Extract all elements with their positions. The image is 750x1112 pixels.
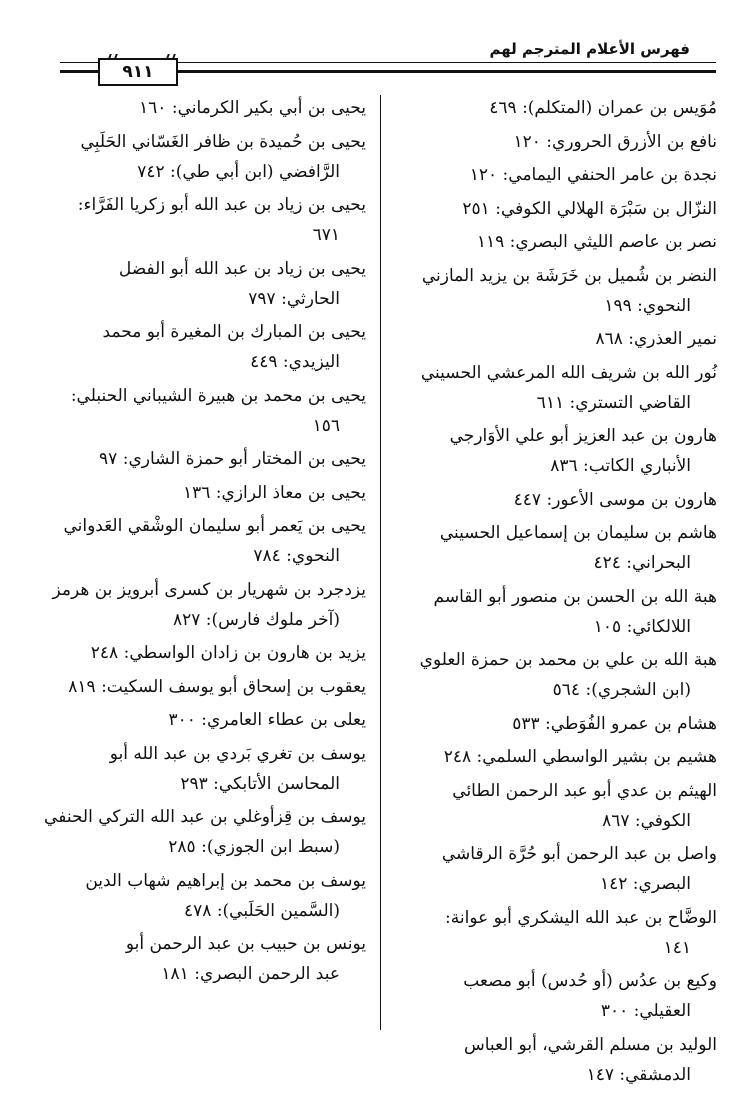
entry-name: يعقوب بن إسحاق أبو يوسف السكيت: ٨١٩	[68, 676, 366, 697]
entry-name: يزيد بن هارون بن زادان الواسطي: ٢٤٨	[90, 643, 366, 663]
entry-name: نافع بن الأزرق الحروري: ١٢٠	[513, 131, 717, 152]
entry-name: يحيى بن محمد بن هبيرة الشيباني الحنبلي:	[70, 385, 366, 406]
header-rule	[174, 70, 716, 73]
entry-name: يحيى بن حُميدة بن ظافر الغَسّاني الحَلَبِي	[80, 131, 366, 152]
header-rule	[174, 62, 716, 63]
entry-continuation: البصري: ١٤٢	[600, 874, 691, 894]
index-entry	[389, 421, 717, 481]
entry-name: يزدجرد بن شهريار بن كسرى أبرويز بن هرمز	[52, 579, 366, 600]
entry-continuation: القاضي التستري: ٦١١	[536, 392, 691, 413]
column-divider	[380, 95, 381, 1030]
index-entry	[36, 575, 366, 635]
index-entry	[389, 160, 717, 190]
entry-continuation: الرَّافضي (ابن أبي طي): ٧٤٢	[137, 161, 340, 182]
entry-name: الهيثم بن عدي أبو عبد الرحمن الطائي	[452, 780, 717, 801]
entry-name: يحيى بن المبارك بن المغيرة أبو محمد	[102, 322, 366, 342]
index-entry	[389, 645, 717, 705]
entry-continuation: عبد الرحمن البصري: ١٨١	[161, 964, 340, 984]
index-entry	[36, 672, 366, 702]
entry-name: يعلى بن عطاء العامري: ٣٠٠	[168, 710, 366, 730]
index-entry	[36, 638, 366, 668]
entry-continuation: الحارثي: ٧٩٧	[248, 288, 340, 309]
entry-continuation: ١٥٦	[312, 415, 340, 436]
entry-name: النزّال بن سَبْرَة الهلالي الكوفي: ٢٥١	[462, 198, 717, 219]
entry-name: هاشم بن سليمان بن إسماعيل الحسيني	[439, 523, 717, 543]
index-entry	[36, 866, 366, 926]
entry-name: الوضَّاح بن عبد الله اليشكري أبو عوانة:	[445, 907, 717, 928]
entry-continuation: العقيلي: ٣٠٠	[600, 1001, 691, 1021]
index-entry	[36, 705, 366, 735]
entry-name: نمير العذري: ٨٦٨	[595, 329, 717, 349]
index-entry	[36, 254, 366, 314]
entry-name: واصل بن عبد الرحمن أبو حُرَّة الرقاشي	[441, 844, 717, 864]
index-column-right	[389, 93, 717, 1093]
entry-name: نُور الله بن شريف الله المرعشي الحسيني	[420, 362, 717, 383]
index-entry	[389, 1030, 717, 1090]
index-entry	[389, 518, 717, 578]
index-entry	[389, 261, 717, 321]
index-entry	[36, 929, 366, 989]
entry-name: يحيى بن معاذ الرازي: ١٣٦	[182, 482, 366, 503]
index-entry	[389, 966, 717, 1026]
index-entry	[389, 485, 717, 515]
entry-continuation: (السَّمين الحَلَبي): ٤٧٨	[184, 900, 340, 921]
index-entry	[389, 903, 717, 963]
index-entry	[36, 444, 366, 474]
index-entry	[36, 739, 366, 799]
index-entry	[389, 127, 717, 157]
index-entry	[389, 358, 717, 418]
entry-name: هبة الله بن علي بن محمد بن حمزة العلوي	[419, 650, 717, 670]
index-entry	[389, 582, 717, 642]
entry-continuation: (ابن الشجري): ٥٦٤	[552, 680, 691, 700]
entry-name: يونس بن حبيب بن عبد الرحمن أبو	[125, 934, 366, 954]
index-entry	[389, 709, 717, 739]
entry-continuation: ٦٧١	[312, 225, 340, 245]
entry-name: نجدة بن عامر الحنفي اليمامي: ١٢٠	[469, 165, 717, 185]
entry-name: مُوَيس بن عمران (المتكلم): ٤٦٩	[489, 98, 717, 118]
entry-continuation: البحراني: ٤٢٤	[593, 553, 691, 573]
header-rule	[60, 70, 98, 73]
entry-name: النضر بن شُميل بن خَرَشَة بن يزيد المازني	[421, 265, 717, 286]
index-entry	[389, 324, 717, 354]
entry-name: يحيى بن المختار أبو حمزة الشاري: ٩٧	[99, 449, 366, 469]
index-entry	[36, 317, 366, 377]
index-entry	[36, 802, 366, 862]
index-entry	[36, 190, 366, 250]
entry-name: يحيى بن أبي بكير الكرماني: ١٦٠	[139, 98, 366, 118]
entry-name: يوسف بن قِزأوغلي بن عبد الله التركي الحنفي	[44, 807, 366, 827]
index-entry	[389, 227, 717, 257]
index-entry	[36, 511, 366, 571]
entry-continuation: اللالكائي: ١٠٥	[593, 616, 691, 637]
entry-name: يوسف بن تغري بَردي بن عبد الله أبو	[109, 743, 366, 764]
entry-name: هبة الله بن الحسن بن منصور أبو القاسم	[433, 586, 717, 607]
index-entry	[36, 478, 366, 508]
entry-name: يحيى بن زياد بن عبد الله أبو زكريا الفَرَّاء:	[77, 195, 366, 215]
entry-continuation: النحوي: ٧٨٤	[253, 546, 340, 566]
entry-name: يحيى بن زياد بن عبد الله أبو الفضل	[118, 258, 366, 279]
index-entry	[36, 93, 366, 123]
entry-name: هشام بن عمرو الفُوَطي: ٥٣٣	[512, 713, 717, 734]
index-column-left	[36, 93, 366, 993]
index-entry	[36, 381, 366, 441]
entry-name: يوسف بن محمد بن إبراهيم شهاب الدين	[85, 870, 366, 891]
index-entry	[389, 93, 717, 123]
index-entry	[389, 742, 717, 772]
page-number: ٩١١	[98, 58, 178, 86]
index-entry	[36, 127, 366, 187]
entry-continuation: الأنباري الكاتب: ٨٣٦	[550, 456, 691, 476]
index-entry	[389, 776, 717, 836]
entry-name: هارون بن عبد العزيز أبو علي الأوَارجي	[449, 426, 717, 446]
entry-continuation: ١٤١	[663, 937, 691, 958]
index-entry	[389, 194, 717, 224]
entry-continuation: الكوفي: ٨٦٧	[602, 810, 691, 831]
entry-name: يحيى بن يَعمر أبو سليمان الوشْقي العَدواني	[63, 516, 366, 536]
running-title: فهرس الأعلام المترجم لهم	[489, 40, 690, 58]
entry-continuation: المحاسن الأتابكي: ٢٩٣	[180, 773, 340, 794]
entry-continuation: (آخر ملوك فارس): ٨٢٧	[172, 609, 340, 630]
entry-continuation: النحوي: ١٩٩	[604, 295, 691, 316]
entry-continuation: (سبط ابن الجوزي): ٢٨٥	[168, 837, 340, 857]
entry-continuation: الدمشقي: ١٤٧	[586, 1064, 691, 1085]
entry-name: الوليد بن مسلم القرشي، أبو العباس	[463, 1034, 717, 1055]
entry-name: نصر بن عاصم الليثي البصري: ١١٩	[476, 232, 717, 252]
entry-name: هشيم بن بشير الواسطي السلمي: ٢٤٨	[443, 747, 717, 767]
entry-continuation: اليزيدي: ٤٤٩	[250, 352, 340, 372]
index-entry	[389, 839, 717, 899]
entry-name: هارون بن موسى الأعور: ٤٤٧	[513, 489, 717, 510]
header-rule	[60, 62, 98, 63]
entry-name: وكيع بن عدُس (أو حُدس) أبو مصعب	[463, 971, 717, 991]
